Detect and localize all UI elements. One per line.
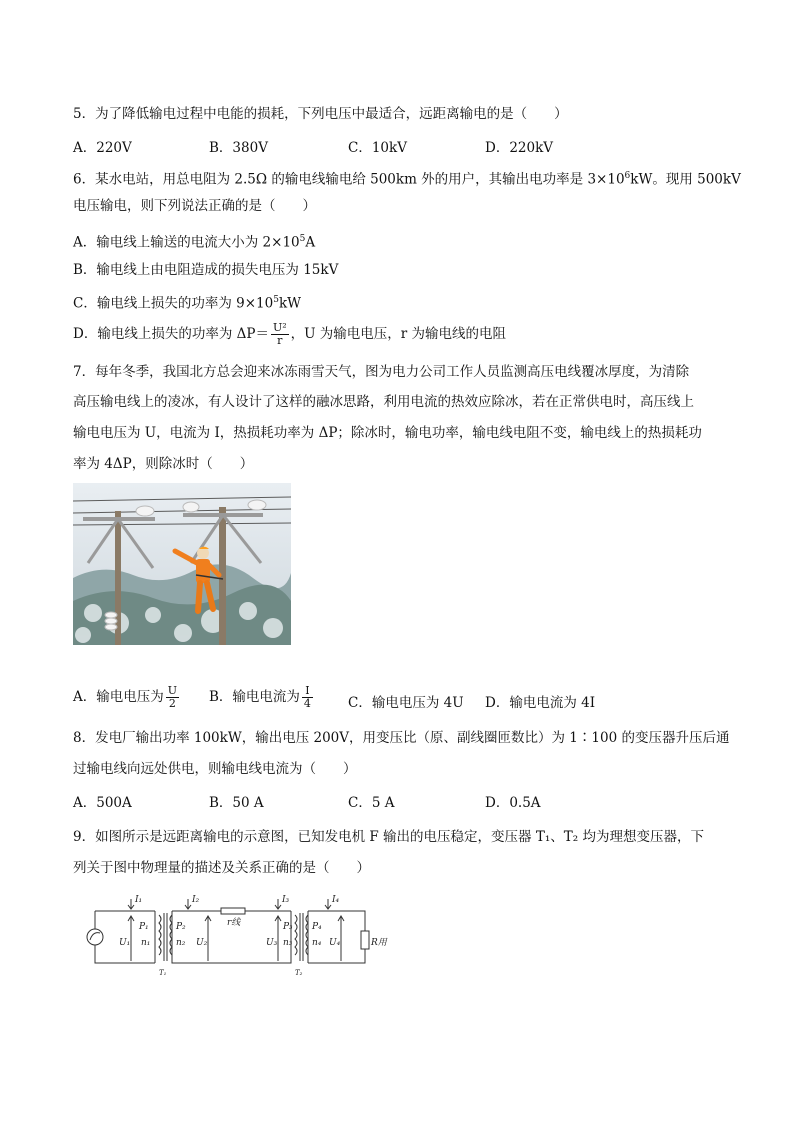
q7-option-b-fraction xyxy=(302,685,313,710)
lineman-ice-illustration xyxy=(73,483,291,645)
q7-option-a-text: A．输电电压为 xyxy=(73,689,164,705)
q7-option-d: D．输电电流为 4I xyxy=(485,695,596,711)
turns-label-4: n₄ xyxy=(312,938,322,948)
q7-option-a-fraction xyxy=(166,685,179,710)
power-label-4: P₄ xyxy=(312,922,322,932)
turns-label-3: n₃ xyxy=(283,938,293,948)
power-label-2: P₂ xyxy=(176,922,186,932)
voltage-label-4: U₄ xyxy=(329,938,341,948)
fraction-denominator: 2 xyxy=(168,697,176,710)
q6-option-d-fraction xyxy=(271,322,289,347)
q6-option-c-tail: kW xyxy=(278,295,301,312)
current-label-4: I₄ xyxy=(332,895,340,905)
q6-option-a-tail: A xyxy=(305,234,316,251)
q8-stem-line1: 8．发电厂输出功率 100kW，输出电压 200V，用变压比（原、副线圈匝数比）为 1∶100 的变压器升压后通 xyxy=(73,730,730,746)
q6-stem-exponent: 6 xyxy=(624,171,631,181)
q6-stem-line1 xyxy=(73,167,741,189)
q7-option-b-text: B．输电电流为 xyxy=(209,689,300,705)
voltage-label-2: U₂ xyxy=(196,938,208,948)
q5-option-c: C．10kV xyxy=(348,140,407,156)
current-label-2: I₂ xyxy=(192,895,200,905)
q5-stem: 5．为了降低输电过程中电能的损耗，下列电压中最适合，远距离输电的是（ ） xyxy=(73,106,568,122)
power-label-1: P₁ xyxy=(139,922,149,932)
q7-option-b xyxy=(209,685,315,710)
q6-stem-text: 6．某水电站，用总电阻为 2.5Ω 的输电线输电给 500km 外的用户，其输出电功率是 3×10 xyxy=(73,171,625,188)
q6-stem-tail: kW。现用 500kV xyxy=(630,171,741,188)
q7-stem-line1: 7．每年冬季，我国北方总会迎来冰冻雨雪天气，图为电力公司工作人员监测高压电线覆冰厚度，为清除 xyxy=(73,364,690,380)
q8-option-c: C．5 A xyxy=(348,795,395,811)
q6-option-a xyxy=(73,230,315,252)
q6-option-b: B．输电线上由电阻造成的损失电压为 15kV xyxy=(73,262,339,278)
transformer-label-2: T₂ xyxy=(295,969,303,977)
q8-options xyxy=(73,791,713,809)
q5-options xyxy=(73,136,713,154)
q6-option-d-tail: ，U 为输电电压，r 为输电线的电阻 xyxy=(290,326,507,342)
q6-option-c-exponent: 5 xyxy=(273,295,279,305)
current-label-3: I₃ xyxy=(282,895,290,905)
q9-stem-line2: 列关于图中物理量的描述及关系正确的是（ ） xyxy=(73,860,370,876)
q5-option-a: A．220V xyxy=(73,140,132,156)
turns-label-2: n₂ xyxy=(176,938,186,948)
q8-option-d: D．0.5A xyxy=(485,795,541,811)
power-label-3: P₃ xyxy=(283,922,293,932)
q7-options xyxy=(73,685,673,719)
transformer-label-1: T₁ xyxy=(159,969,167,977)
turns-label-1: n₁ xyxy=(141,938,151,948)
load-resistance-label: R用 xyxy=(371,938,387,948)
q6-option-c-text: C．输电线上损失的功率为 9×10 xyxy=(73,295,274,312)
q6-option-d xyxy=(73,322,506,347)
q7-stem-line2: 高压输电线上的凌冰，有人设计了这样的融冰思路，利用电流的热效应除冰，若在正常供电时，高压线上 xyxy=(73,394,694,410)
fraction-numerator: U xyxy=(167,684,178,697)
q6-stem-line2: 电压输电，则下列说法正确的是（ ） xyxy=(73,198,316,214)
voltage-label-3: U₃ xyxy=(266,938,278,948)
fraction-numerator: U² xyxy=(272,321,287,334)
fraction-denominator: 4 xyxy=(303,697,311,710)
q7-stem-line3: 输电电压为 U，电流为 I，热损耗功率为 ΔP；除冰时，输电功率，输电线电阻不变，输电线上的热损耗功 xyxy=(73,425,702,441)
voltage-label-1: U₁ xyxy=(119,938,131,948)
q8-option-b: B．50 A xyxy=(209,795,264,811)
power-transmission-circuit xyxy=(73,893,393,979)
q6-option-d-text: D．输电线上损失的功率为 ΔP＝ xyxy=(73,326,269,342)
q7-option-c: C．输电电压为 4U xyxy=(348,695,464,711)
q8-stem-line2: 过输电线向远处供电，则输电线电流为（ ） xyxy=(73,761,357,777)
current-label-1: I₁ xyxy=(135,895,143,905)
q5-option-d: D．220kV xyxy=(485,140,554,156)
q5-option-b: B．380V xyxy=(209,140,268,156)
lineman-ice-photo xyxy=(73,483,291,645)
q9-stem-line1: 9．如图所示是远距离输电的示意图，已知发电机 F 输出的电压稳定，变压器 T₁、T₂ 均为理想变压器，下 xyxy=(73,829,704,845)
fraction-numerator: I xyxy=(302,685,313,698)
fraction-denominator: r xyxy=(277,334,283,347)
q8-option-a: A．500A xyxy=(73,795,132,811)
q6-option-a-text: A．输电线上输送的电流大小为 2×10 xyxy=(73,234,300,251)
line-resistance-label: r线 xyxy=(227,918,241,928)
q7-stem-line4: 率为 4ΔP，则除冰时（ ） xyxy=(73,456,254,472)
q7-option-a xyxy=(73,685,181,710)
q6-option-c xyxy=(73,291,301,313)
q6-option-a-exponent: 5 xyxy=(299,234,306,244)
